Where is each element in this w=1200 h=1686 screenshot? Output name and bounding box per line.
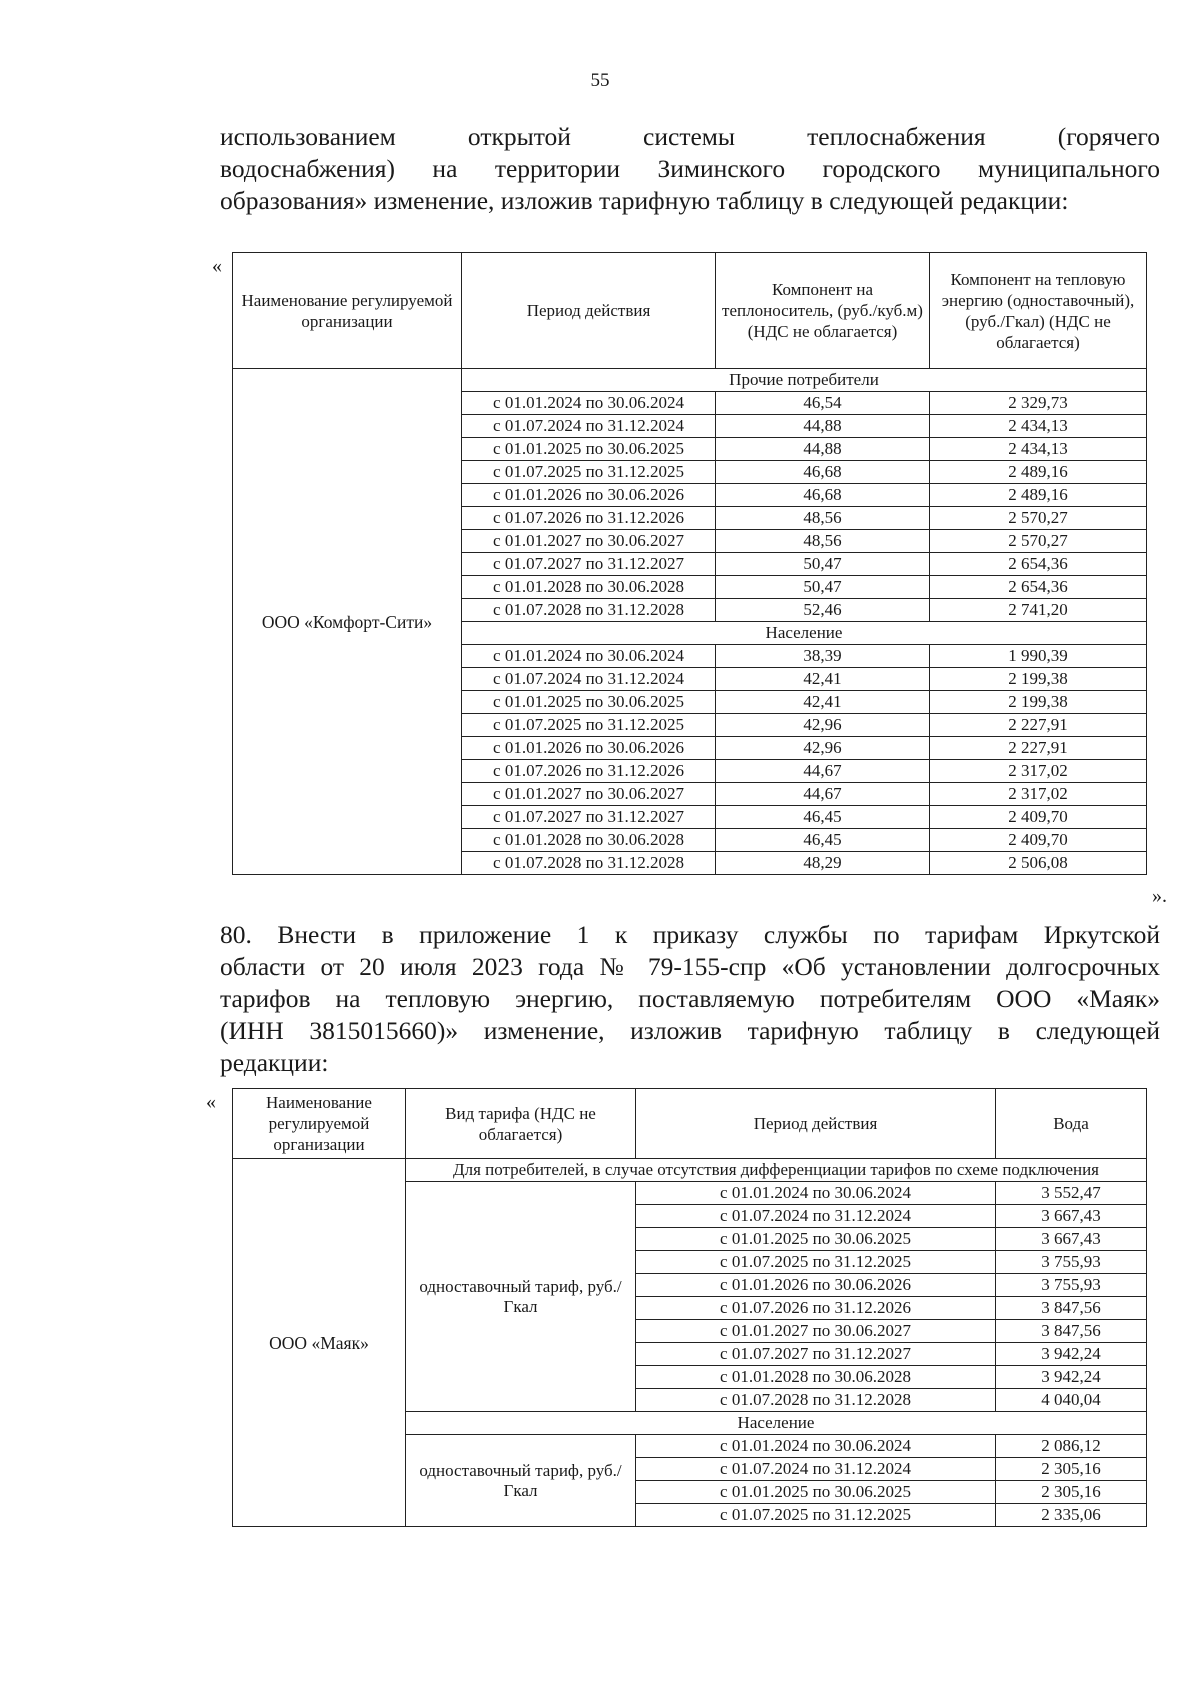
cell-period: с 01.07.2028 по 31.12.2028 [462, 852, 716, 875]
cell-carrier: 52,46 [716, 599, 930, 622]
page-number: 55 [590, 70, 610, 91]
group-header-row [233, 1159, 1147, 1182]
cell-water: 4 040,04 [996, 1389, 1147, 1412]
cell-energy: 2 570,27 [930, 530, 1147, 553]
header-heat-energy: Компонент на тепловую энергию (одноставочный), (руб./Гкал) (НДС не облагается) [930, 253, 1147, 369]
cell-energy: 2 741,20 [930, 599, 1147, 622]
header-water: Вода [996, 1089, 1147, 1159]
tariff-type: одноставочный тариф, руб./Гкал [406, 1435, 636, 1527]
cell-period: с 01.07.2027 по 31.12.2027 [636, 1343, 996, 1366]
cell-period: с 01.01.2025 по 30.06.2025 [636, 1481, 996, 1504]
tariff-type: одноставочный тариф, руб./Гкал [406, 1182, 636, 1412]
cell-carrier: 42,41 [716, 668, 930, 691]
cell-carrier: 46,45 [716, 829, 930, 852]
header-organization: Наименование регулируемой организации [233, 253, 462, 369]
cell-carrier: 44,88 [716, 438, 930, 461]
cell-period: с 01.01.2028 по 30.06.2028 [462, 576, 716, 599]
cell-period: с 01.07.2025 по 31.12.2025 [636, 1504, 996, 1527]
cell-carrier: 42,96 [716, 737, 930, 760]
organization-name: ООО «Маяк» [233, 1159, 406, 1527]
organization-name: ООО «Комфорт-Сити» [233, 369, 462, 875]
cell-period: с 01.01.2028 по 30.06.2028 [462, 829, 716, 852]
cell-period: с 01.01.2026 по 30.06.2026 [636, 1274, 996, 1297]
cell-energy: 2 489,16 [930, 461, 1147, 484]
cell-energy: 2 317,02 [930, 783, 1147, 806]
cell-carrier: 38,39 [716, 645, 930, 668]
cell-water: 2 305,16 [996, 1458, 1147, 1481]
cell-carrier: 48,29 [716, 852, 930, 875]
cell-period: с 01.01.2024 по 30.06.2024 [462, 645, 716, 668]
group-title: Для потребителей, в случае отсутствия дифференциации тарифов по схеме подключения [406, 1159, 1147, 1182]
cell-water: 2 305,16 [996, 1481, 1147, 1504]
cell-period: с 01.01.2026 по 30.06.2026 [462, 484, 716, 507]
closing-quote: ». [1152, 885, 1167, 907]
cell-water: 3 667,43 [996, 1228, 1147, 1251]
cell-energy: 2 329,73 [930, 392, 1147, 415]
cell-energy: 1 990,39 [930, 645, 1147, 668]
tariff-table-komfort-city [232, 252, 1147, 875]
paragraph-80 [220, 919, 1160, 1079]
intro-paragraph [220, 121, 1160, 217]
cell-period: с 01.01.2024 по 30.06.2024 [636, 1435, 996, 1458]
cell-energy: 2 227,91 [930, 737, 1147, 760]
cell-energy: 2 409,70 [930, 806, 1147, 829]
cell-energy: 2 409,70 [930, 829, 1147, 852]
paragraph-line: 80. Внести в приложение 1 к приказу службы по тарифам Иркутской [220, 920, 1160, 949]
cell-period: с 01.07.2028 по 31.12.2028 [636, 1389, 996, 1412]
cell-water: 3 755,93 [996, 1251, 1147, 1274]
cell-period: с 01.07.2026 по 31.12.2026 [462, 760, 716, 783]
cell-carrier: 44,67 [716, 783, 930, 806]
cell-period: с 01.01.2025 по 30.06.2025 [462, 438, 716, 461]
cell-period: с 01.07.2028 по 31.12.2028 [462, 599, 716, 622]
cell-water: 3 847,56 [996, 1297, 1147, 1320]
cell-carrier: 48,56 [716, 507, 930, 530]
cell-water: 3 755,93 [996, 1274, 1147, 1297]
cell-period: с 01.07.2027 по 31.12.2027 [462, 806, 716, 829]
tariff-table-mayak [232, 1088, 1147, 1527]
opening-quote: « [212, 255, 222, 277]
cell-carrier: 46,45 [716, 806, 930, 829]
cell-period: с 01.07.2026 по 31.12.2026 [462, 507, 716, 530]
header-period: Период действия [636, 1089, 996, 1159]
paragraph-line: использованием открытой системы теплоснабжения (горячего [220, 122, 1160, 151]
header-tariff-type: Вид тарифа (НДС не облагается) [406, 1089, 636, 1159]
header-period: Период действия [462, 253, 716, 369]
cell-period: с 01.07.2024 по 31.12.2024 [636, 1205, 996, 1228]
header-organization: Наименование регулируемой организации [233, 1089, 406, 1159]
cell-period: с 01.01.2024 по 30.06.2024 [636, 1182, 996, 1205]
cell-period: с 01.07.2024 по 31.12.2024 [462, 668, 716, 691]
paragraph-line: редакции: [220, 1048, 329, 1077]
cell-period: с 01.01.2024 по 30.06.2024 [462, 392, 716, 415]
group-title: Население [462, 622, 1147, 645]
cell-period: с 01.07.2025 по 31.12.2025 [462, 714, 716, 737]
cell-energy: 2 654,36 [930, 576, 1147, 599]
cell-energy: 2 654,36 [930, 553, 1147, 576]
cell-carrier: 50,47 [716, 553, 930, 576]
paragraph-line: тарифов на тепловую энергию, поставляемую потребителям ООО «Маяк» [220, 984, 1160, 1013]
header-heat-carrier: Компонент на теплоноситель, (руб./куб.м) (НДС не облагается) [716, 253, 930, 369]
cell-energy: 2 199,38 [930, 691, 1147, 714]
cell-energy: 2 570,27 [930, 507, 1147, 530]
cell-carrier: 46,68 [716, 484, 930, 507]
cell-period: с 01.01.2025 по 30.06.2025 [462, 691, 716, 714]
cell-period: с 01.07.2027 по 31.12.2027 [462, 553, 716, 576]
cell-period: с 01.01.2026 по 30.06.2026 [462, 737, 716, 760]
cell-period: с 01.07.2025 по 31.12.2025 [636, 1251, 996, 1274]
cell-period: с 01.01.2027 по 30.06.2027 [462, 783, 716, 806]
cell-period: с 01.07.2024 по 31.12.2024 [636, 1458, 996, 1481]
group-title: Население [406, 1412, 1147, 1435]
cell-carrier: 46,68 [716, 461, 930, 484]
cell-energy: 2 317,02 [930, 760, 1147, 783]
cell-carrier: 48,56 [716, 530, 930, 553]
opening-quote-2: « [206, 1091, 216, 1113]
cell-energy: 2 489,16 [930, 484, 1147, 507]
group-header-row [233, 369, 1147, 392]
cell-water: 2 086,12 [996, 1435, 1147, 1458]
cell-water: 3 847,56 [996, 1320, 1147, 1343]
cell-water: 3 552,47 [996, 1182, 1147, 1205]
cell-carrier: 42,41 [716, 691, 930, 714]
paragraph-line: образования» изменение, изложив тарифную таблицу в следующей редакции: [220, 186, 1069, 215]
cell-energy: 2 227,91 [930, 714, 1147, 737]
cell-period: с 01.07.2025 по 31.12.2025 [462, 461, 716, 484]
cell-period: с 01.07.2024 по 31.12.2024 [462, 415, 716, 438]
paragraph-line: водоснабжения) на территории Зиминского городского муниципального [220, 154, 1160, 183]
cell-period: с 01.01.2028 по 30.06.2028 [636, 1366, 996, 1389]
cell-energy: 2 434,13 [930, 438, 1147, 461]
cell-water: 3 942,24 [996, 1343, 1147, 1366]
paragraph-line: (ИНН 3815015660)» изменение, изложив тарифную таблицу в следующей [220, 1016, 1160, 1045]
cell-carrier: 44,88 [716, 415, 930, 438]
cell-energy: 2 506,08 [930, 852, 1147, 875]
cell-period: с 01.07.2026 по 31.12.2026 [636, 1297, 996, 1320]
cell-water: 3 667,43 [996, 1205, 1147, 1228]
cell-period: с 01.01.2027 по 30.06.2027 [462, 530, 716, 553]
cell-energy: 2 434,13 [930, 415, 1147, 438]
paragraph-line: области от 20 июля 2023 года № 79-155-спр «Об установлении долгосрочных [220, 952, 1160, 981]
cell-period: с 01.01.2027 по 30.06.2027 [636, 1320, 996, 1343]
cell-carrier: 46,54 [716, 392, 930, 415]
cell-water: 3 942,24 [996, 1366, 1147, 1389]
cell-carrier: 50,47 [716, 576, 930, 599]
cell-carrier: 42,96 [716, 714, 930, 737]
group-title: Прочие потребители [462, 369, 1147, 392]
cell-energy: 2 199,38 [930, 668, 1147, 691]
cell-period: с 01.01.2025 по 30.06.2025 [636, 1228, 996, 1251]
cell-carrier: 44,67 [716, 760, 930, 783]
cell-water: 2 335,06 [996, 1504, 1147, 1527]
